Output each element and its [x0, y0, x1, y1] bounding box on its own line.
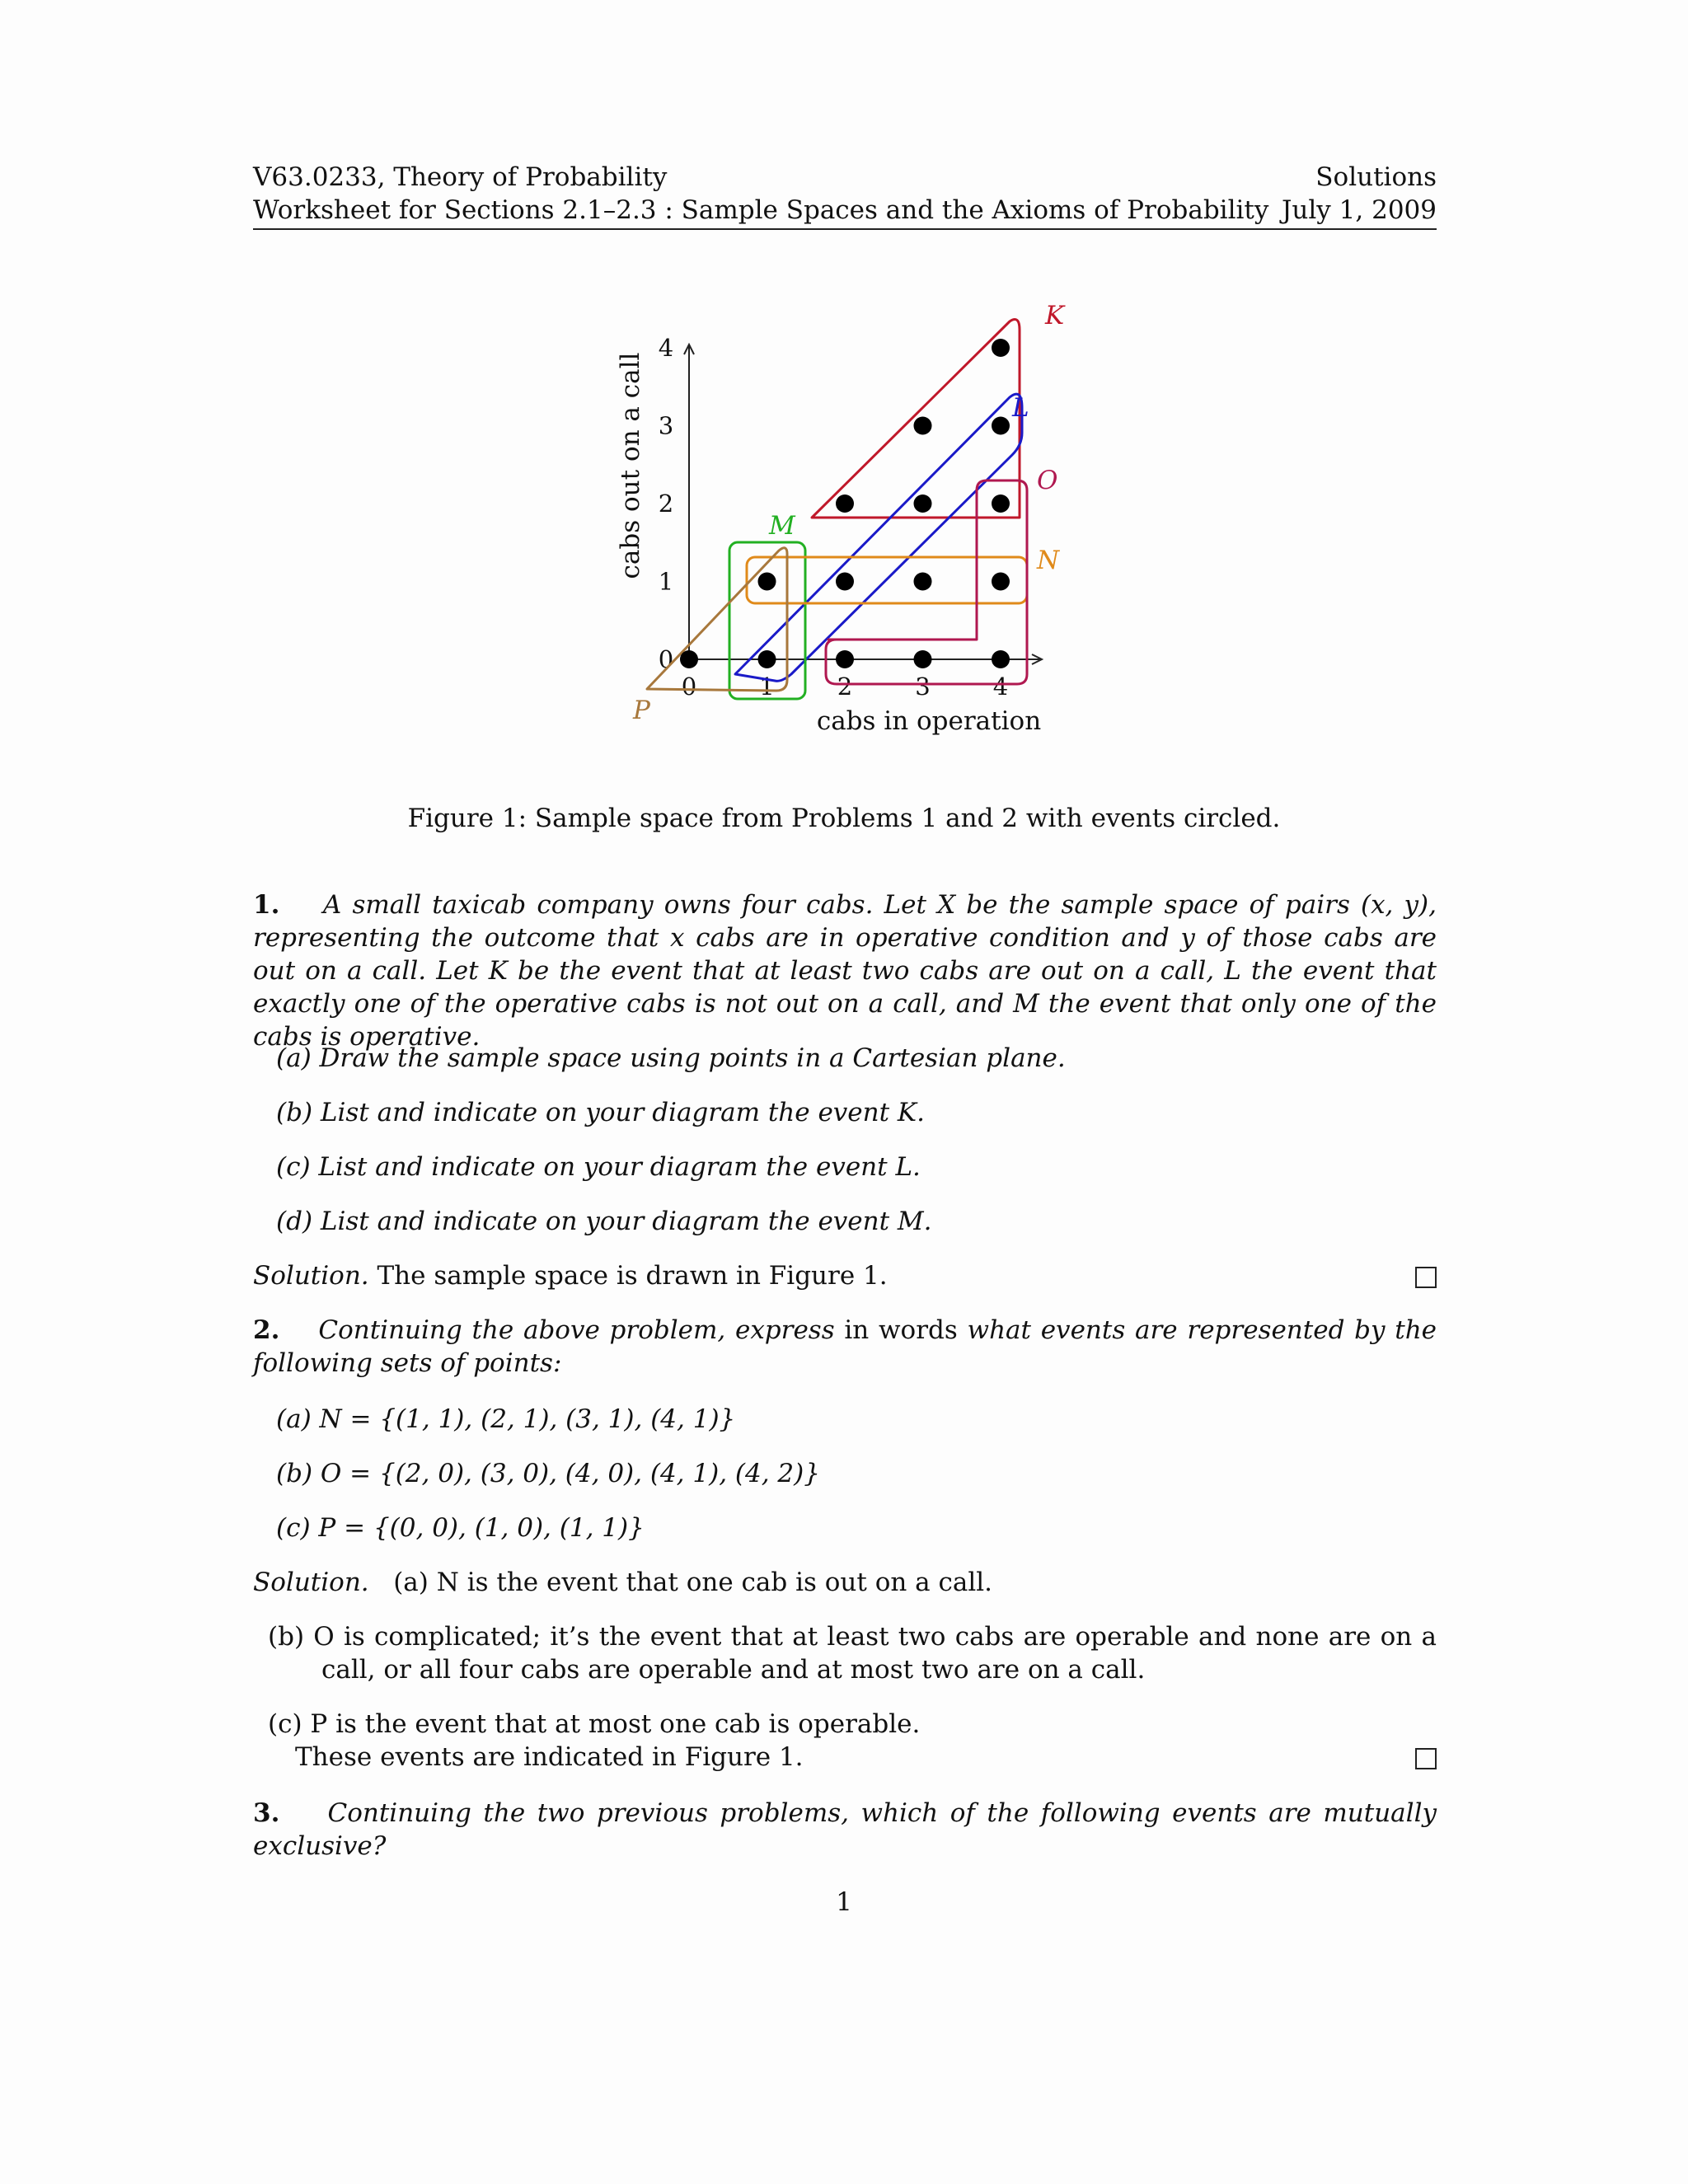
- sample-point: [914, 650, 932, 668]
- event-K-label: K: [1045, 301, 1065, 330]
- solution-label: Solution.: [253, 1568, 369, 1597]
- x-tick-label: 3: [915, 673, 931, 701]
- sample-point: [914, 573, 932, 591]
- sample-point: [914, 417, 932, 435]
- event-M-label: M: [769, 511, 795, 541]
- qed-box: [1415, 1748, 1437, 1769]
- problem-2-text-b: in words: [844, 1315, 958, 1345]
- figure-caption: Figure 1: Sample space from Problems 1 and 2 with events circled.: [407, 804, 1281, 833]
- axes: [684, 344, 1042, 664]
- sample-space-figure: [577, 280, 1104, 758]
- problem-1-number: 1.: [253, 890, 280, 920]
- problem-2-number: 2.: [253, 1315, 280, 1345]
- x-tick-label: 1: [759, 673, 775, 701]
- problem-2-solution-a: (a) N is the event that one cab is out on a call.: [393, 1568, 993, 1597]
- solution-label: Solution.: [253, 1261, 369, 1291]
- x-tick-label: 2: [837, 673, 853, 701]
- problem-3-number: 3.: [253, 1798, 280, 1828]
- problem-1-text: A small taxicab company owns four cabs. Let X be the sample space of pairs (x, y), representing the outcome that x cabs are in operative condition and y of those cabs are out on a call. Let K be the event that at least two cabs are out on a call, L the event that exactly one of the operative cabs is not out on a call, and M the event that only one of the cabs is operative.: [253, 890, 1437, 1052]
- problem-1-item-c: (c) List and indicate on your diagram the event L.: [276, 1152, 921, 1182]
- problem-3-text: Continuing the two previous problems, which of the following events are mutually exclusive?: [253, 1798, 1437, 1861]
- sample-point: [680, 650, 698, 668]
- header-rule: [253, 228, 1437, 230]
- problem-2-statement: [253, 1314, 1437, 1380]
- y-tick-label: 3: [658, 411, 674, 440]
- sample-point: [836, 494, 854, 513]
- problem-1-item-b: (b) List and indicate on your diagram the event K.: [276, 1098, 925, 1127]
- problem-1-solution-text: The sample space is drawn in Figure 1.: [377, 1261, 888, 1291]
- event-O-label: O: [1037, 466, 1058, 495]
- problem-2-item-c: (c) P = {(0, 0), (1, 0), (1, 1)}: [276, 1513, 645, 1543]
- y-tick-label: 2: [658, 490, 674, 518]
- x-tick-label: 0: [681, 673, 697, 701]
- sample-point: [992, 417, 1010, 435]
- page-number: 1: [836, 1887, 852, 1917]
- problem-2-solution-end: These events are indicated in Figure 1.: [295, 1742, 804, 1772]
- x-axis-label: cabs in operation: [816, 706, 1042, 736]
- doc-date: July 1, 2009: [1282, 195, 1437, 225]
- sample-point: [992, 339, 1010, 357]
- problem-1-solution: [253, 1259, 1437, 1292]
- sample-point: [758, 573, 776, 591]
- y-axis-label: cabs out on a call: [616, 352, 645, 579]
- problem-1-item-d: (d) List and indicate on your diagram the event M.: [276, 1207, 932, 1236]
- problem-2-solution: [253, 1566, 1437, 1599]
- worksheet-title: Worksheet for Sections 2.1–2.3 : Sample Spaces and the Axioms of Probability: [253, 195, 1269, 225]
- problem-2-item-a: (a) N = {(1, 1), (2, 1), (3, 1), (4, 1)}: [276, 1404, 736, 1434]
- sample-point: [992, 494, 1010, 513]
- qed-box: [1415, 1267, 1437, 1288]
- problem-1-statement: [253, 888, 1437, 1053]
- sample-point: [758, 650, 776, 668]
- problem-1-item-a: (a) Draw the sample space using points in a Cartesian plane.: [276, 1043, 1066, 1073]
- problem-2-solution-b: (b) O is complicated; it’s the event that at least two cabs are operable and none are on a call, or all four cabs are operable and at most two are on a call.: [268, 1622, 1437, 1685]
- problem-2-item-b: (b) O = {(2, 0), (3, 0), (4, 0), (4, 1), (4, 2)}: [276, 1459, 820, 1488]
- y-tick-labels: [659, 334, 673, 673]
- sample-point: [992, 573, 1010, 591]
- course-title: V63.0233, Theory of Probability: [253, 162, 668, 192]
- problem-2-text-c: what events are represented by the following sets of points:: [253, 1315, 1437, 1378]
- x-tick-label: 4: [992, 673, 1009, 701]
- doc-type: Solutions: [1315, 162, 1437, 192]
- problem-2-text-a: Continuing the above problem, express: [318, 1315, 835, 1345]
- y-tick-label: 4: [658, 334, 674, 362]
- y-tick-label: 1: [658, 567, 674, 596]
- sample-point: [914, 494, 932, 513]
- problem-3-statement: [253, 1797, 1437, 1863]
- sample-point: [836, 650, 854, 668]
- event-N-label: N: [1037, 546, 1060, 575]
- sample-point: [992, 650, 1010, 668]
- event-L-label: L: [1012, 393, 1029, 423]
- sample-point: [836, 573, 854, 591]
- event-P-label: P: [633, 696, 650, 725]
- y-tick-label: 0: [658, 645, 674, 673]
- problem-2-solution-c: (c) P is the event that at most one cab is operable.: [268, 1709, 921, 1739]
